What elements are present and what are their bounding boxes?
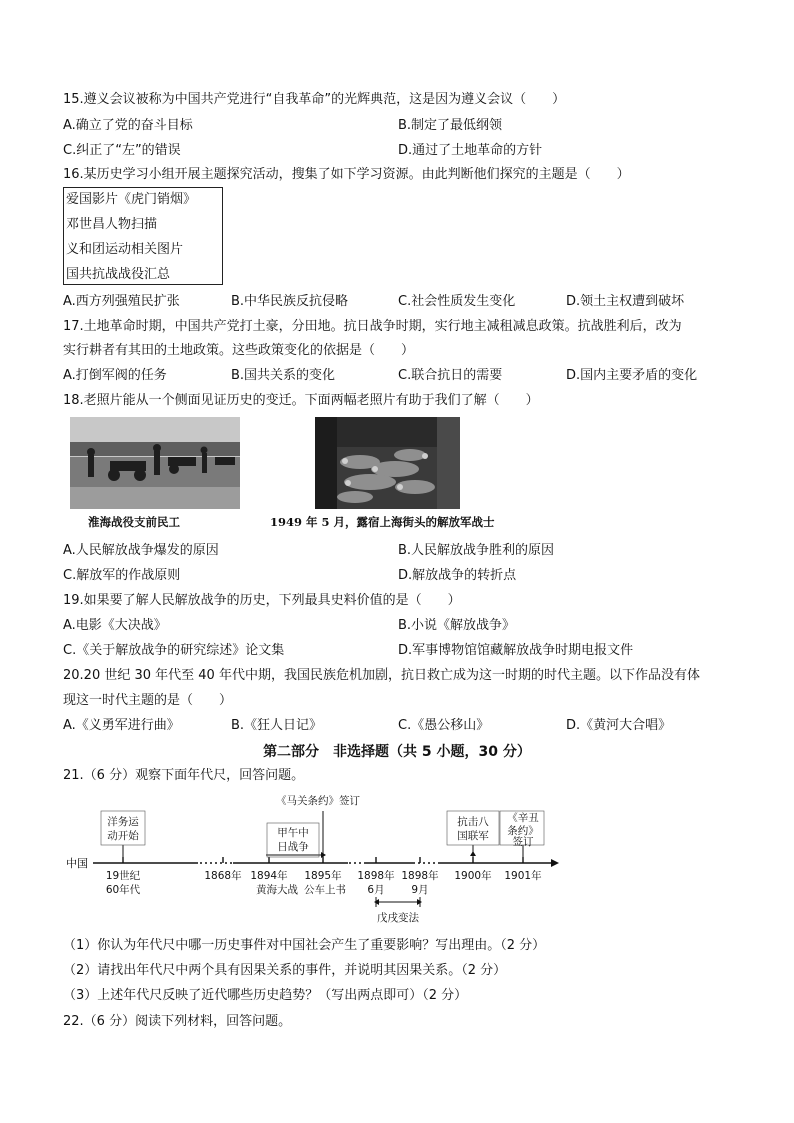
q16-resource-item: 邓世昌人物扫描 [66,217,158,232]
timeline-date: 1894年 [250,870,288,882]
timeline-date: 60年代 [105,884,141,896]
timeline-label: 抗击八 [457,816,489,828]
q15-option-c: C.纠正了“左”的错误 [63,143,181,158]
q15-option-a: A.确立了党的奋斗目标 [63,118,193,133]
timeline-date: 1898年 [401,870,439,882]
photo-pla-shanghai [315,417,460,509]
q18-option-c: C.解放军的作战原则 [63,568,181,583]
timeline-country: 中国 [66,857,88,870]
q21-sub-1: （1）你认为年代尺中哪一历史事件对中国社会产生了重要影响？写出理由。（2 分） [63,938,546,953]
q17-option-a: A.打倒军阀的任务 [63,368,167,383]
q17-option-b: B.国共关系的变化 [231,368,336,383]
q21-sub-3: （3）上述年代尺反映了近代哪些历史趋势？（写出两点即可）（2 分） [63,988,468,1003]
q17-stem-line2: 实行耕者有其田的土地政策。这些政策变化的依据是（ ） [63,343,415,358]
photo-pla-shanghai-image [315,417,460,509]
q19-option-c: C.《关于解放战争的研究综述》论文集 [63,643,285,658]
timeline-date: 9月 [411,884,429,896]
q15-option-b: B.制定了最低纲领 [398,118,503,133]
timeline-date: 1900年 [454,870,492,882]
q16-stem: 16.某历史学习小组开展主题探究活动，搜集了如下学习资源。由此判断他们探究的主题是（ ） [63,167,630,182]
q21-stem: 21.（6 分）观察下面年代尺，回答问题。 [63,768,305,783]
timeline-date: 1895年 [304,870,342,882]
q16-resource-item: 爱国影片《虎门销烟》 [66,192,197,207]
q20-stem-line2: 现这一时代主题的是（ ） [63,693,233,708]
q16-resource-item: 义和团运动相关图片 [66,242,184,257]
q16-option-c: C.社会性质发生变化 [398,294,516,309]
q19-option-b: B.小说《解放战争》 [398,618,516,633]
photo-caption-huaihai: 淮海战役支前民工 [88,515,180,529]
q16-option-d: D.领土主权遭到破坏 [566,294,685,309]
q15-option-d: D.通过了土地革命的方针 [398,143,543,158]
q20-option-c: C.《愚公移山》 [398,718,490,733]
q20-option-a: A.《义勇军进行曲》 [63,718,180,733]
timeline-event: 戊戌变法 [377,912,419,924]
timeline-label: 《马关条约》签订 [276,795,360,807]
q16-option-a: A.西方列强殖民扩张 [63,294,180,309]
photo-huaihai-image [70,417,240,509]
q17-option-d: D.国内主要矛盾的变化 [566,368,698,383]
timeline-label: 动开始 [107,830,139,842]
q21-sub-2: （2）请找出年代尺中两个具有因果关系的事件，并说明其因果关系。（2 分） [63,963,507,978]
timeline-event: 公车上书 [304,884,346,896]
q15-stem: 15.遵义会议被称为中国共产党进行“自我革命”的光辉典范，这是因为遵义会议（ ） [63,92,566,107]
timeline-label: 签订 [512,836,534,848]
q20-option-b: B.《狂人日记》 [231,718,323,733]
timeline-date: 19世纪 [105,870,141,882]
timeline-date: 1901年 [504,870,542,882]
photo-huaihai-laborers [70,417,240,509]
q16-resource-item: 国共抗战战役汇总 [66,267,171,282]
q20-option-d: D.《黄河大合唱》 [566,718,672,733]
timeline-label: 洋务运 [107,816,139,828]
q18-option-b: B.人民解放战争胜利的原因 [398,543,555,558]
q22-stem: 22.（6 分）阅读下列材料，回答问题。 [63,1014,292,1029]
q18-option-d: D.解放战争的转折点 [398,568,517,583]
q19-option-a: A.电影《大决战》 [63,618,167,633]
timeline-date: 1868年 [204,870,242,882]
q18-stem: 18.老照片能从一个侧面见证历史的变迁。下面两幅老照片有助于我们了解（ ） [63,393,539,408]
q18-option-a: A.人民解放战争爆发的原因 [63,543,219,558]
photo-caption-pla: 1949 年 5 月，露宿上海街头的解放军战士 [270,515,495,529]
timeline-label: 条约》 [507,825,539,837]
q19-option-d: D.军事博物馆馆藏解放战争时期电报文件 [398,643,634,658]
q17-stem-line1: 17.土地革命时期，中国共产党打土豪，分田地。抗日战争时期，实行地主减租减息政策。抗战胜利后，改为 [63,319,682,334]
timeline-label: 日战争 [277,841,309,853]
section-two-heading: 第二部分 非选择题（共 5 小题，30 分） [263,744,531,760]
timeline-label: 国联军 [457,830,489,842]
timeline-label: 《辛丑 [507,812,539,824]
timeline-label: 甲午中 [277,827,309,839]
q21-timeline [63,789,563,929]
timeline-event: 黄海大战 [256,884,298,896]
q20-stem-line1: 20.20 世纪 30 年代至 40 年代中期，我国民族危机加剧，抗日救亡成为这一时期的时代主题。以下作品没有体 [63,668,700,683]
q16-resource-box [63,187,223,285]
q17-option-c: C.联合抗日的需要 [398,368,503,383]
timeline-date: 1898年 [357,870,395,882]
timeline-date: 6月 [367,884,385,896]
q16-option-b: B.中华民族反抗侵略 [231,294,349,309]
q19-stem: 19.如果要了解人民解放战争的历史，下列最具史料价值的是（ ） [63,593,461,608]
